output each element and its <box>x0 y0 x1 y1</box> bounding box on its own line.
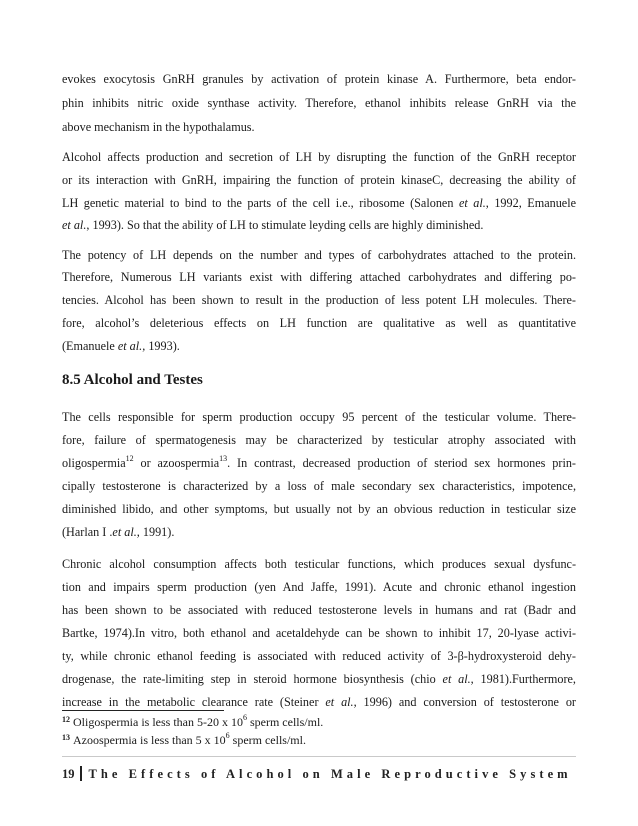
page-number: 19 <box>62 767 75 781</box>
running-title: The Effects of Alcohol on Male Reproductive System <box>88 767 572 781</box>
para4-line5: diminished libido, and other symptoms, but usually not by an obvious reduction in testicular size <box>62 501 576 516</box>
para3-line3: tencies. Alcohol has been shown to result in the production of less potent LH molecules. There- <box>62 293 576 308</box>
para5-line7: increase in the metabolic clearance rate (Steiner et al., 1996) and conversion of testosterone or <box>62 694 576 709</box>
footnote-12 <box>62 715 323 730</box>
footnote-marker: 12 <box>62 715 70 724</box>
para4-line3: oligospermia$^{12}$ or azoospermia$^{13}$. In contrast, decreased production of steriod sex hormones prin- <box>62 453 576 470</box>
para3-line5: (Emanuele et al., 1993). <box>62 339 180 354</box>
para2-line1: Alcohol affects production and secretion of LH by disrupting the function of the GnRH receptor <box>62 150 576 165</box>
footnote-exponent: 6 <box>242 713 247 722</box>
para3-line1: The potency of LH depends on the number and types of carbohydrates attached to the protein. <box>62 247 576 262</box>
para4-line4: cipally testosterone is characterized by a loss of male secondary sex characteristics, impotence, <box>62 478 576 493</box>
para4-line1: The cells responsible for sperm production occupy 95 percent of the testicular volume. There- <box>62 409 576 424</box>
footnote-divider <box>62 710 224 711</box>
para3-line2: Therefore, Numerous LH variants exist with differing attached carbohydrates and differing po- <box>62 270 576 285</box>
para5-line3: has been shown to be associated with reduced testosterone levels in humans and rat (Badr and <box>62 602 576 617</box>
footer-separator <box>80 766 82 781</box>
page-footer <box>62 766 572 782</box>
footnote-text: Azoospermia is less than 5 x 10 <box>73 733 226 747</box>
para3-line4: fore, alcohol’s deleterious effects on LH function are qualitative as well as quantitative <box>62 316 576 331</box>
para2-line2: or its interaction with GnRH, impairing the function of protein kinaseC, decreasing the ability of <box>62 173 576 188</box>
para1-line1: evokes exocytosis GnRH granules by activation of protein kinase A. Furthermore, beta endor- <box>62 71 576 86</box>
footnote-text-end: sperm cells/ml. <box>246 715 324 729</box>
para5-line5: ty, while chronic ethanol feeding is associated with reduced activity of 3-β-hydroxysteroid dehy- <box>62 648 576 663</box>
para5-line4: Bartke, 1974).In vitro, both ethanol and acetaldehyde can be shown to inhibit 17, 20-lyase activi- <box>62 625 576 640</box>
para2-line4: et al., 1993). So that the ability of LH to stimulate leyding cells are highly diminished. <box>62 217 484 232</box>
footnote-exponent: 6 <box>225 731 230 740</box>
para5-line6: drogenase, the rate-limiting step in steroid hormone biosynthesis (chio et al., 1981).Furthermore, <box>62 671 576 686</box>
footer-divider <box>62 756 576 757</box>
para4-line2: fore, failure of spermatogenesis may be characterized by testicular atrophy associated with <box>62 432 576 447</box>
footnote-text-end: sperm cells/ml. <box>229 733 306 747</box>
para5-line1: Chronic alcohol consumption affects both testicular functions, which produces sexual dysfunc- <box>62 556 576 571</box>
footnote-marker: 13 <box>62 733 70 742</box>
footnote-text: Oligospermia is less than 5-20 x 10 <box>73 715 243 729</box>
para5-line2: tion and impairs sperm production (yen And Jaffe, 1991). Acute and chronic ethanol ingestion <box>62 579 576 594</box>
para4-line6: (Harlan I .et al., 1991). <box>62 524 175 539</box>
section-heading: 8.5 Alcohol and Testes <box>62 371 203 388</box>
para2-line3: LH genetic material to bind to the parts of the cell i.e., ribosome (Salonen et al., 1992, Emanuele <box>62 196 576 210</box>
footnote-13 <box>62 733 306 748</box>
para1-line3: above mechanism in the hypothalamus. <box>62 119 255 134</box>
para1-line2: phin inhibits nitric oxide synthase activity. Therefore, ethanol inhibits release GnRH via the <box>62 95 576 110</box>
